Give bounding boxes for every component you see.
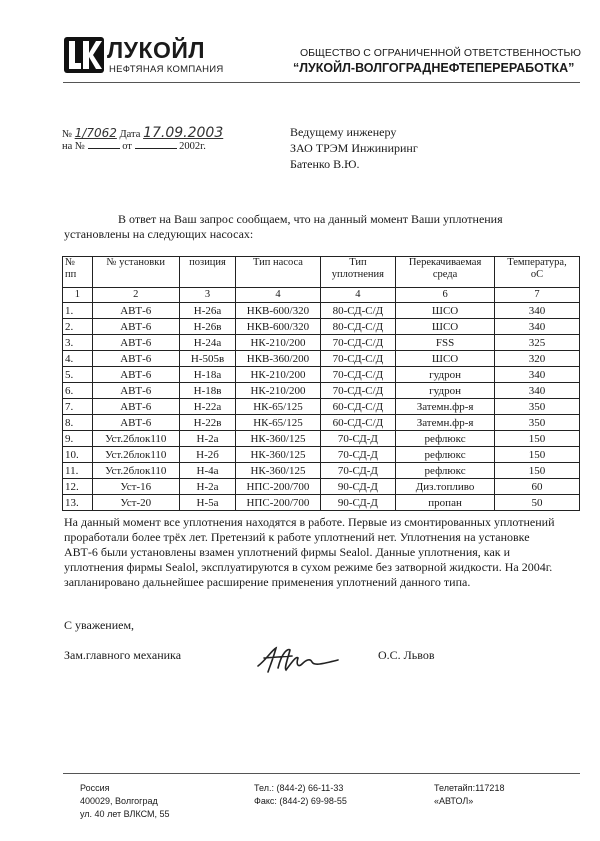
table-cell: Н-24а	[179, 335, 236, 351]
table-cell: Уст.2блок110	[92, 463, 179, 479]
table-cell: 70-СД-Д	[320, 431, 396, 447]
table-cell: гудрон	[396, 383, 495, 399]
table-cell: 70-СД-С/Д	[320, 383, 396, 399]
column-header	[92, 257, 179, 288]
table-cell: 11.	[63, 463, 93, 479]
table-cell: 60-СД-С/Д	[320, 399, 396, 415]
table-cell: НК-360/125	[236, 447, 320, 463]
table-cell: 1.	[63, 303, 93, 319]
table-cell: Уст-20	[92, 495, 179, 511]
table-cell: АВТ-6	[92, 367, 179, 383]
table-cell: 340	[494, 383, 579, 399]
table-cell: 2.	[63, 319, 93, 335]
signer-position: Зам.главного механика	[64, 648, 182, 662]
table-cell: Н-2б	[179, 447, 236, 463]
table-cell: 7.	[63, 399, 93, 415]
column-header-line: Тип насоса	[253, 257, 303, 268]
table-row	[63, 319, 580, 335]
reply-year: 2002г.	[179, 141, 206, 152]
footer-telex-number: Телетайп:117218	[434, 783, 505, 793]
intro-line1: В ответ на Ваш запрос сообщаем, что на данный момент Ваши уплотнения	[118, 212, 503, 226]
table-cell: 12.	[63, 479, 93, 495]
table-cell: 60	[494, 479, 579, 495]
table-cell: 340	[494, 319, 579, 335]
table-header-row	[63, 257, 580, 288]
column-number: 1	[63, 288, 93, 303]
table-cell: 350	[494, 399, 579, 415]
table-cell: НПС-200/700	[236, 479, 320, 495]
org-name-line1: ОБЩЕСТВО С ОГРАНИЧЕННОЙ ОТВЕТСТВЕННОСТЬЮ	[300, 47, 582, 59]
footer-telex-name: «АВТОЛ»	[434, 796, 474, 806]
column-header	[63, 257, 93, 288]
body-line: АВТ-6 были установлены взамен уплотнений фирмы Sealol. Данные уплотнения, как и	[64, 545, 511, 559]
table-cell: 320	[494, 351, 579, 367]
column-header-line: позиция	[189, 257, 226, 268]
table-row	[63, 351, 580, 367]
table-cell: FSS	[396, 335, 495, 351]
table-cell: 6.	[63, 383, 93, 399]
footer-address	[80, 782, 170, 821]
footer-phones	[254, 782, 347, 808]
table-cell: Н-26а	[179, 303, 236, 319]
body-paragraph	[64, 515, 555, 590]
table-cell: Н-26в	[179, 319, 236, 335]
footer-fax: Факс: (844-2) 69-98-55	[254, 796, 347, 806]
table-cell: 4.	[63, 351, 93, 367]
table-cell: Н-18а	[179, 367, 236, 383]
table-cell: НПС-200/700	[236, 495, 320, 511]
table-cell: НК-65/125	[236, 415, 320, 431]
table-cell: 50	[494, 495, 579, 511]
column-header-line: Тип	[349, 257, 367, 268]
signature-icon	[252, 642, 342, 676]
table-cell: 70-СД-С/Д	[320, 351, 396, 367]
table-cell: АВТ-6	[92, 399, 179, 415]
table-cell: НК-360/125	[236, 431, 320, 447]
footer-phone: Тел.: (844-2) 66-11-33	[254, 783, 344, 793]
intro-line2: установлены на следующих насосах:	[64, 227, 254, 241]
table-cell: Уст.2блок110	[92, 447, 179, 463]
table-cell: АВТ-6	[92, 319, 179, 335]
column-header-line: № установки	[106, 257, 165, 268]
column-header-line: Температура,	[507, 257, 567, 268]
table-cell: Уст-16	[92, 479, 179, 495]
table-cell: рефлюкс	[396, 431, 495, 447]
table-row	[63, 447, 580, 463]
table-cell: 350	[494, 415, 579, 431]
table-cell: 60-СД-С/Д	[320, 415, 396, 431]
table-cell: ШСО	[396, 351, 495, 367]
table-cell: НК-210/200	[236, 383, 320, 399]
table-cell: АВТ-6	[92, 303, 179, 319]
footer-country: Россия	[80, 783, 110, 793]
table-cell: рефлюкс	[396, 463, 495, 479]
table-cell: 70-СД-Д	[320, 447, 396, 463]
table-cell: 325	[494, 335, 579, 351]
table-cell: 80-СД-С/Д	[320, 319, 396, 335]
table-row	[63, 431, 580, 447]
table-cell: 340	[494, 303, 579, 319]
column-number: 2	[92, 288, 179, 303]
column-number: 4	[320, 288, 396, 303]
table-row	[63, 463, 580, 479]
lukoil-logo-icon	[63, 36, 105, 74]
table-cell: 70-СД-С/Д	[320, 335, 396, 351]
footer-street: ул. 40 лет ВЛКСМ, 55	[80, 809, 170, 819]
column-number: 3	[179, 288, 236, 303]
table-cell: Н-22в	[179, 415, 236, 431]
table-cell: 10.	[63, 447, 93, 463]
column-header-line: среда	[432, 269, 458, 280]
table-cell: 90-СД-Д	[320, 479, 396, 495]
table-cell: 9.	[63, 431, 93, 447]
signer-name: О.С. Львов	[378, 648, 435, 662]
table-cell: Диз.топливо	[396, 479, 495, 495]
table-row	[63, 495, 580, 511]
addressee-line3: Батенко В.Ю.	[290, 157, 360, 171]
table-cell: Затемн.фр-я	[396, 399, 495, 415]
column-number: 7	[494, 288, 579, 303]
date-label: Дата	[119, 129, 141, 140]
reply-reference	[62, 141, 206, 152]
column-header-line: Перекачиваемая	[408, 257, 482, 268]
table-cell: Н-505в	[179, 351, 236, 367]
addressee-line1: Ведущему инженеру	[290, 125, 397, 139]
logo-name: ЛУКОЙЛ	[107, 37, 206, 63]
body-line: уплотнения фирмы Sealol, эксплуатируются в сухом режиме без затворной жидкости. На 2004г.	[64, 560, 553, 574]
column-header-line: №	[65, 257, 76, 268]
table-cell: Н-5а	[179, 495, 236, 511]
table-cell: НКВ-600/320	[236, 303, 320, 319]
addressee-line2: ЗАО ТРЭМ Инжиниринг	[290, 141, 418, 155]
reply-date-blank	[135, 148, 177, 149]
table-cell: рефлюкс	[396, 447, 495, 463]
table-cell: АВТ-6	[92, 383, 179, 399]
table-row	[63, 479, 580, 495]
table-cell: пропан	[396, 495, 495, 511]
footer-divider	[63, 773, 580, 774]
table-cell: 90-СД-Д	[320, 495, 396, 511]
footer-telex	[434, 782, 504, 808]
org-name-line2: “ЛУКОЙЛ-ВОЛГОГРАДНЕФТЕПЕРЕРАБОТКА”	[293, 61, 575, 75]
body-line: запланировано дальнейшее расширение применения уплотнений данного типа.	[64, 575, 471, 589]
column-header	[236, 257, 320, 288]
column-number: 4	[236, 288, 320, 303]
table-cell: 340	[494, 367, 579, 383]
table-row	[63, 367, 580, 383]
table-cell: Н-2а	[179, 479, 236, 495]
column-header	[320, 257, 396, 288]
table-cell: НКВ-600/320	[236, 319, 320, 335]
column-number-row	[63, 288, 580, 303]
column-header	[179, 257, 236, 288]
reply-label: на №	[62, 141, 85, 152]
table-cell: НК-360/125	[236, 463, 320, 479]
table-row	[63, 303, 580, 319]
reply-from-label: от	[122, 141, 132, 152]
table-cell: 70-СД-С/Д	[320, 367, 396, 383]
table-cell: Н-18в	[179, 383, 236, 399]
column-header-line: оС	[530, 269, 544, 280]
table-row	[63, 415, 580, 431]
outgoing-number	[62, 125, 223, 141]
logo-subtitle: НЕФТЯНАЯ КОМПАНИЯ	[109, 64, 224, 75]
table-cell: АВТ-6	[92, 415, 179, 431]
table-cell: НК-210/200	[236, 367, 320, 383]
table-cell: АВТ-6	[92, 351, 179, 367]
table-cell: Н-2а	[179, 431, 236, 447]
table-row	[63, 335, 580, 351]
number-value: 1/7062	[74, 126, 117, 140]
table-cell: Уст.2блок110	[92, 431, 179, 447]
table-cell: 80-СД-С/Д	[320, 303, 396, 319]
table-row	[63, 399, 580, 415]
table-cell: гудрон	[396, 367, 495, 383]
column-number: 6	[396, 288, 495, 303]
header-divider	[63, 82, 580, 83]
table-cell: 8.	[63, 415, 93, 431]
regards: С уважением,	[64, 618, 135, 632]
body-line: проработали более трёх лет. Претензий к работе уплотнений нет. Уплотнения на установке	[64, 530, 530, 544]
table-cell: ШСО	[396, 319, 495, 335]
table-cell: АВТ-6	[92, 335, 179, 351]
table-cell: 13.	[63, 495, 93, 511]
body-line: На данный момент все уплотнения находятся в работе. Первые из смонтированных уплотнений	[64, 515, 555, 529]
number-label: №	[62, 129, 73, 140]
column-header	[396, 257, 495, 288]
column-header-line: пп	[65, 269, 77, 280]
table-cell: Затемн.фр-я	[396, 415, 495, 431]
table-cell: 70-СД-Д	[320, 463, 396, 479]
table-cell: 3.	[63, 335, 93, 351]
table-cell: Н-4а	[179, 463, 236, 479]
table-cell: НК-65/125	[236, 399, 320, 415]
date-value: 17.09.2003	[143, 125, 224, 141]
reply-number-blank	[88, 148, 120, 149]
column-header	[494, 257, 579, 288]
table-cell: 150	[494, 447, 579, 463]
table-cell: 150	[494, 463, 579, 479]
footer-city: 400029, Волгоград	[80, 796, 158, 806]
table-cell: 5.	[63, 367, 93, 383]
pumps-table	[62, 256, 580, 511]
table-cell: ШСО	[396, 303, 495, 319]
column-header-line: уплотнения	[331, 269, 384, 280]
table-cell: 150	[494, 431, 579, 447]
table-cell: Н-22а	[179, 399, 236, 415]
table-cell: НКВ-360/200	[236, 351, 320, 367]
table-row	[63, 383, 580, 399]
table-cell: НК-210/200	[236, 335, 320, 351]
